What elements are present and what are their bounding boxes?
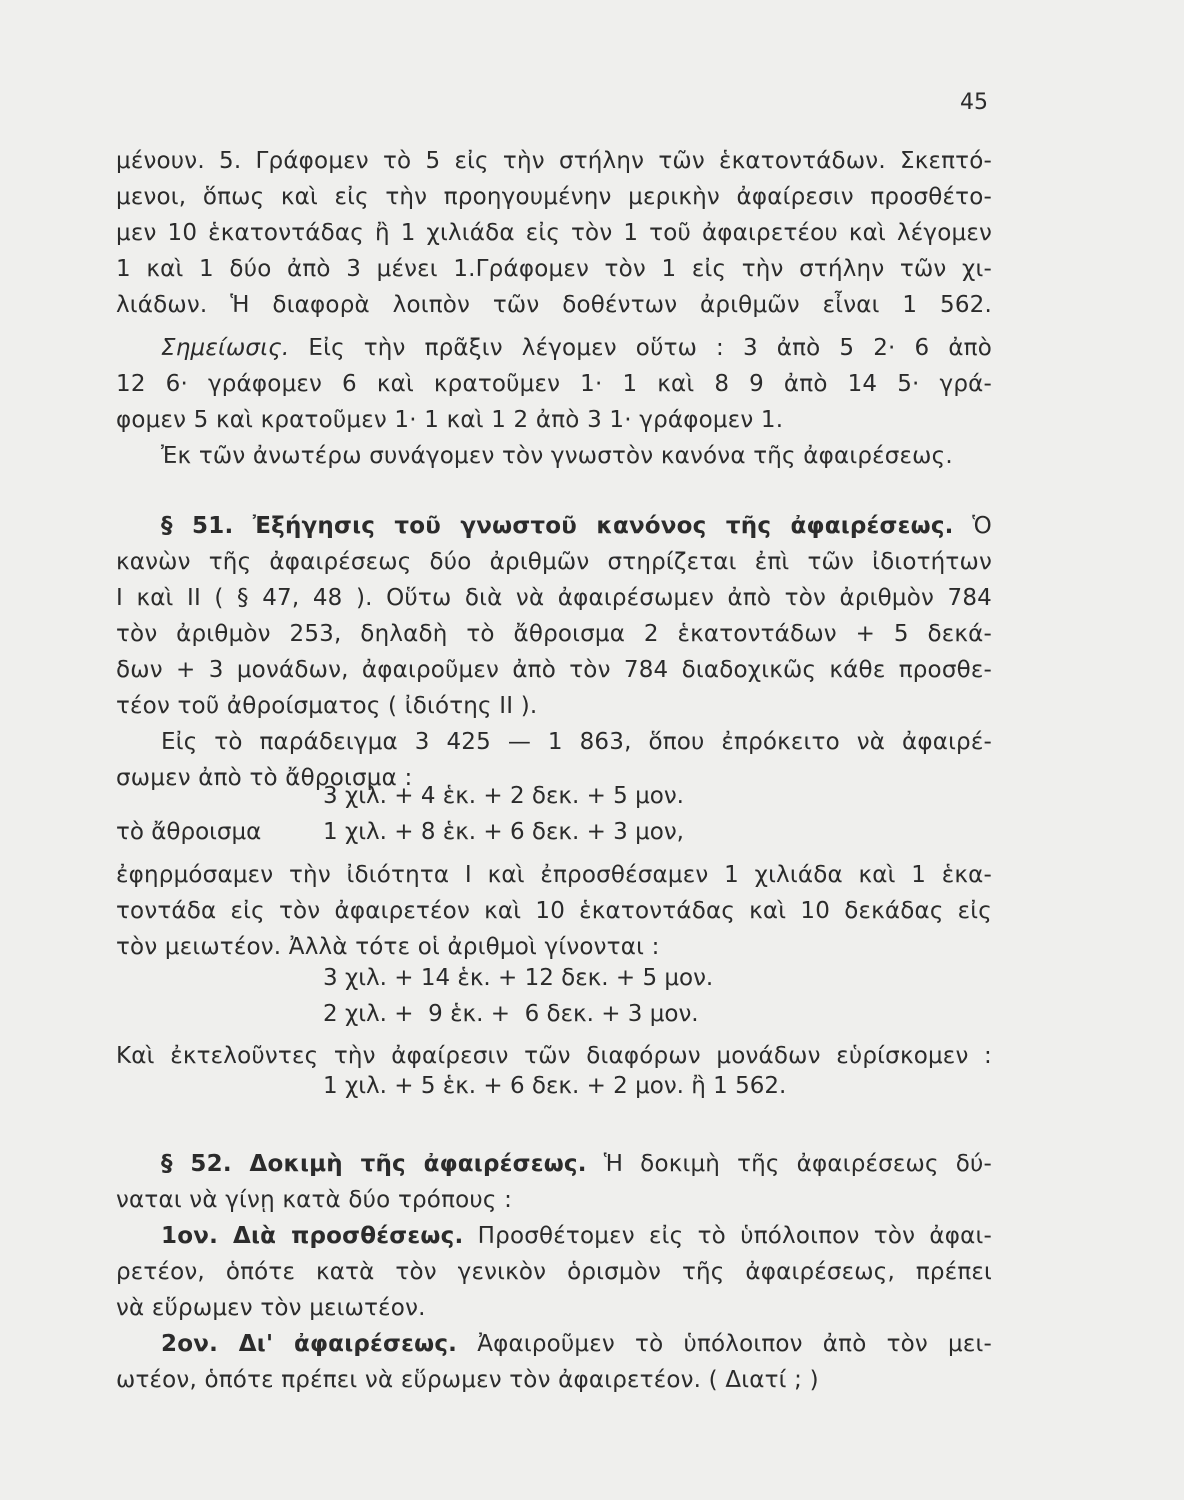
method-2-label: 2ον. Δι' ἀφαιρέσεως.	[161, 1331, 458, 1357]
method-1-line	[161, 1219, 992, 1253]
section-51-title: § 51. Ἐξήγησις τοῦ γνωστοῦ κανόνος τῆς ἀφαιρέσεως.	[161, 513, 954, 539]
text-line: Καὶ ἐκτελοῦντες τὴν ἀφαίρεσιν τῶν διαφόρων μονάδων εὑρίσκομεν :	[116, 1043, 992, 1069]
page-number: 45	[960, 90, 988, 115]
text-line: νὰ εὕρωμεν τὸν μειωτέον.	[116, 1295, 426, 1321]
text-line: κανὼν τῆς ἀφαιρέσεως δύο ἀριθμῶν στηρίζεται ἐπὶ τῶν ἰδιοτήτων	[116, 549, 992, 575]
section-52-title: § 52. Δοκιμὴ τῆς ἀφαιρέσεως.	[161, 1151, 587, 1177]
math-expression: 2 χιλ. + 9 ἑκ. + 6 δεκ. + 3 μον.	[323, 1001, 699, 1027]
section-51-text: Ὁ	[972, 513, 992, 539]
section-52-text: Ἡ δοκιμὴ τῆς ἀφαιρέσεως δύ-	[603, 1151, 993, 1177]
section-51-first-line	[161, 509, 992, 543]
text-line: ναται νὰ γίνῃ κατὰ δύο τρόπους :	[116, 1187, 513, 1213]
text-line: 1 καὶ 1 δύο ἀπὸ 3 μένει 1.Γράφομεν τὸν 1 εἰς τὴν στήλην τῶν χι-	[116, 256, 992, 282]
text-line: τέον τοῦ ἀθροίσματος ( ἰδιότης II ).	[116, 693, 538, 719]
method-2-text: Ἀφαιροῦμεν τὸ ὑπόλοιπον ἀπὸ τὸν μει-	[477, 1331, 992, 1357]
text-line: ωτέον, ὁπότε πρέπει νὰ εὕρωμεν τὸν ἀφαιρετέον. ( Διατί ; )	[116, 1367, 819, 1393]
text-line: μένουν. 5. Γράφομεν τὸ 5 εἰς τὴν στήλην τῶν ἑκατοντάδων. Σκεπτό-	[116, 148, 992, 174]
text-line: I καὶ II ( § 47, 48 ). Οὕτω διὰ νὰ ἀφαιρέσωμεν ἀπὸ τὸν ἀριθμὸν 784	[116, 585, 992, 611]
section-52-first-line	[161, 1147, 992, 1181]
math-expression: 1 χιλ. + 5 ἑκ. + 6 δεκ. + 2 μον. ἢ 1 562.	[323, 1073, 787, 1099]
text-line: φομεν 5 καὶ κρατοῦμεν 1· 1 καὶ 1 2 ἀπὸ 3 1· γράφομεν 1.	[116, 407, 784, 433]
text-line: 12 6· γράφομεν 6 καὶ κρατοῦμεν 1· 1 καὶ 8 9 ἀπὸ 14 5· γρά-	[116, 371, 992, 397]
text-line: δων + 3 μονάδων, ἀφαιροῦμεν ἀπὸ τὸν 784 διαδοχικῶς κάθε προσθε-	[116, 657, 992, 683]
text-line: τὸν ἀριθμὸν 253, δηλαδὴ τὸ ἄθροισμα 2 ἑκατοντάδων + 5 δεκά-	[116, 621, 992, 647]
math-expression: 1 χιλ. + 8 ἑκ. + 6 δεκ. + 3 μον,	[323, 819, 684, 845]
method-1-text: Προσθέτομεν εἰς τὸ ὑπόλοιπον τὸν ἀφαι-	[477, 1223, 992, 1249]
text-line: ρετέον, ὁπότε κατὰ τὸν γενικὸν ὁρισμὸν τῆς ἀφαιρέσεως, πρέπει	[116, 1259, 992, 1285]
text-line: τὸν μειωτέον. Ἀλλὰ τότε οἱ ἀριθμοὶ γίνονται :	[116, 934, 660, 960]
note-line-1	[161, 331, 992, 365]
note-text: Εἰς τὴν πρᾶξιν λέγομεν οὕτω : 3 ἀπὸ 5 2· 6 ἀπὸ	[308, 335, 992, 361]
text-line: τοντάδα εἰς τὸν ἀφαιρετέον καὶ 10 ἑκατοντάδας καὶ 10 δεκάδας εἰς	[116, 898, 992, 924]
text-line: Εἰς τὸ παράδειγμα 3 425 — 1 863, ὅπου ἐπρόκειτο νὰ ἀφαιρέ-	[161, 729, 992, 755]
method-2-line	[161, 1327, 992, 1361]
note-label: Σημείωσις.	[161, 335, 290, 361]
math-expression: 3 χιλ. + 14 ἑκ. + 12 δεκ. + 5 μον.	[323, 965, 714, 991]
text-line: σωμεν ἀπὸ τὸ ἄθροισμα :	[116, 765, 413, 791]
text-line: λιάδων. Ἡ διαφορὰ λοιπὸν τῶν δοθέντων ἀριθμῶν εἶναι 1 562.	[116, 292, 992, 318]
text-line: ἐφηρμόσαμεν τὴν ἰδιότητα I καὶ ἐπροσθέσαμεν 1 χιλιάδα καὶ 1 ἑκα-	[116, 862, 992, 888]
text-line: Ἐκ τῶν ἀνωτέρω συνάγομεν τὸν γνωστὸν κανόνα τῆς ἀφαιρέσεως.	[161, 443, 953, 469]
text-line: μεν 10 ἑκατοντάδας ἢ 1 χιλιάδα εἰς τὸν 1 τοῦ ἀφαιρετέου καὶ λέγομεν	[116, 220, 992, 246]
text-line: μενοι, ὅπως καὶ εἰς τὴν προηγουμένην μερικὴν ἀφαίρεσιν προσθέτο-	[116, 184, 992, 210]
method-1-label: 1ον. Διὰ προσθέσεως.	[161, 1223, 464, 1249]
math-label: τὸ ἄθροισμα	[116, 819, 262, 845]
math-expression: 3 χιλ. + 4 ἑκ. + 2 δεκ. + 5 μον.	[323, 783, 684, 809]
